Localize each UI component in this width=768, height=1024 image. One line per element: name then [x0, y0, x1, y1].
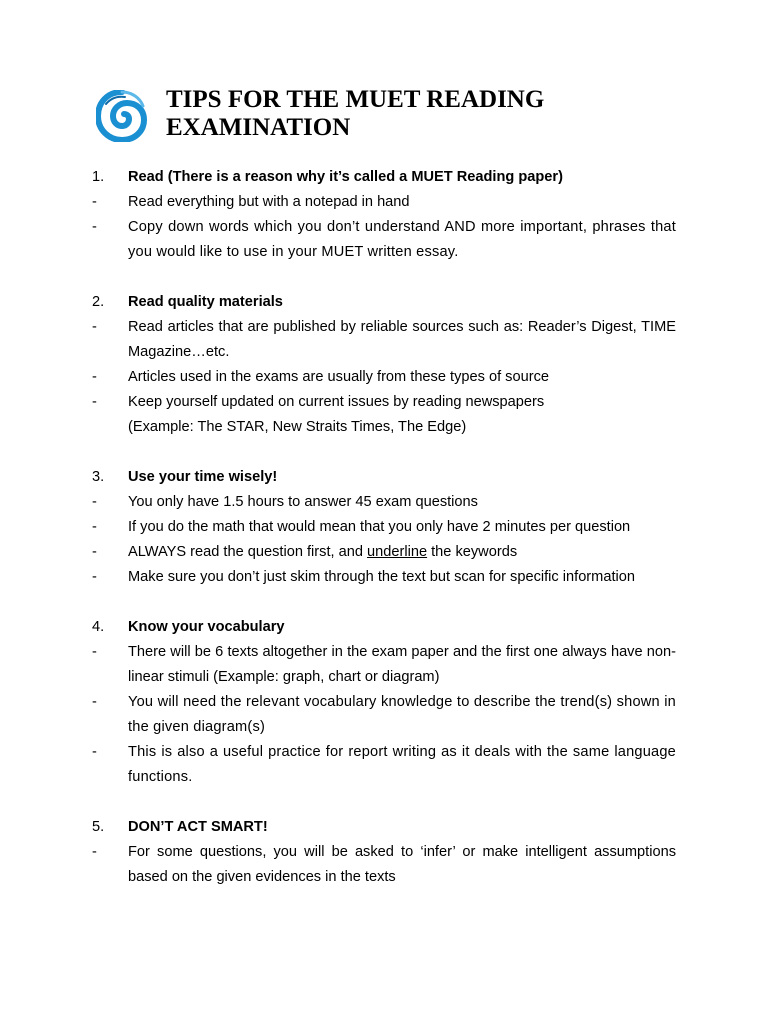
section-heading: DON’T ACT SMART!: [128, 819, 268, 835]
bullet-dash: -: [92, 744, 97, 760]
bullet-text: [128, 540, 676, 565]
bullet-text: Articles used in the exams are usually from these types of source: [128, 369, 549, 385]
title-line-2: EXAMINATION: [166, 114, 351, 141]
section-number: 5.: [92, 819, 105, 835]
bullet-dash: -: [92, 544, 97, 560]
section-number: 2.: [92, 294, 105, 310]
bullet-dash: -: [92, 844, 97, 860]
section-heading: Read quality materials: [128, 294, 283, 310]
list-item: [92, 840, 676, 890]
list-item: [92, 390, 676, 415]
list-item: [92, 490, 676, 515]
swirl-logo-icon: [96, 90, 148, 142]
bullet-dash: -: [92, 519, 97, 535]
bullet-text: Make sure you don’t just skim through the text but scan for specific information: [128, 569, 635, 585]
section-number: 1.: [92, 169, 105, 185]
list-item: [92, 565, 676, 590]
tip-section-2: [92, 290, 676, 440]
bullet-text: If you do the math that would mean that you only have 2 minutes per question: [128, 519, 631, 535]
tip-section-4: [92, 615, 676, 790]
bullet-text-before: ALWAYS read the question first, and: [128, 544, 368, 560]
list-item: [92, 365, 676, 390]
bullet-dash: -: [92, 219, 97, 235]
list-item: [92, 515, 676, 540]
tip-section-1: [92, 165, 676, 265]
underlined-word: underline: [367, 544, 428, 560]
tips-list: [92, 165, 676, 915]
bullet-text: You will need the relevant vocabulary knowledge to describe the trend(s) shown in the given diagram(s): [128, 694, 676, 735]
list-item: [92, 640, 676, 690]
bullet-text-after: the keywords: [427, 544, 518, 560]
bullet-dash: -: [92, 194, 97, 210]
bullet-dash: -: [92, 369, 97, 385]
bullet-dash: -: [92, 644, 97, 660]
list-item: [92, 215, 676, 265]
tip-section-5: [92, 815, 676, 890]
list-item: [92, 190, 676, 215]
section-number: 3.: [92, 469, 105, 485]
section-heading: Read (There is a reason why it’s called a MUET Reading paper): [128, 169, 563, 185]
bullet-dash: -: [92, 319, 97, 335]
bullet-text: This is also a useful practice for report writing as it deals with the same language functions.: [128, 744, 676, 785]
bullet-dash: -: [92, 394, 97, 410]
section-heading: Use your time wisely!: [128, 469, 278, 485]
tip-section-3: [92, 465, 676, 590]
list-item: [92, 740, 676, 790]
bullet-text: You only have 1.5 hours to answer 45 exam questions: [128, 494, 478, 510]
example-line: (Example: The STAR, New Straits Times, The Edge): [128, 419, 467, 435]
section-heading: Know your vocabulary: [128, 619, 285, 635]
bullet-text: There will be 6 texts altogether in the exam paper and the first one always have non-linear stimuli (Example: graph, chart or diagram): [128, 644, 676, 685]
document-header: [96, 86, 696, 146]
bullet-text: Copy down words which you don’t understand AND more important, phrases that you would like to use in your MUET written essay.: [128, 219, 676, 260]
bullet-text: For some questions, you will be asked to ‘infer’ or make intelligent assumptions based on the given evidences in the texts: [128, 844, 676, 885]
list-item: [92, 690, 676, 740]
bullet-text: Keep yourself updated on current issues by reading newspapers: [128, 394, 545, 410]
bullet-dash: -: [92, 694, 97, 710]
bullet-dash: -: [92, 569, 97, 585]
bullet-text: Read articles that are published by reliable sources such as: Reader’s Digest, TIME Magazine…etc.: [128, 319, 676, 360]
bullet-text: Read everything but with a notepad in hand: [128, 194, 410, 210]
page-title: [166, 86, 666, 142]
list-item: [92, 315, 676, 365]
list-item: [92, 540, 676, 565]
title-line-1: TIPS FOR THE MUET READING: [166, 86, 545, 113]
section-number: 4.: [92, 619, 105, 635]
bullet-dash: -: [92, 494, 97, 510]
